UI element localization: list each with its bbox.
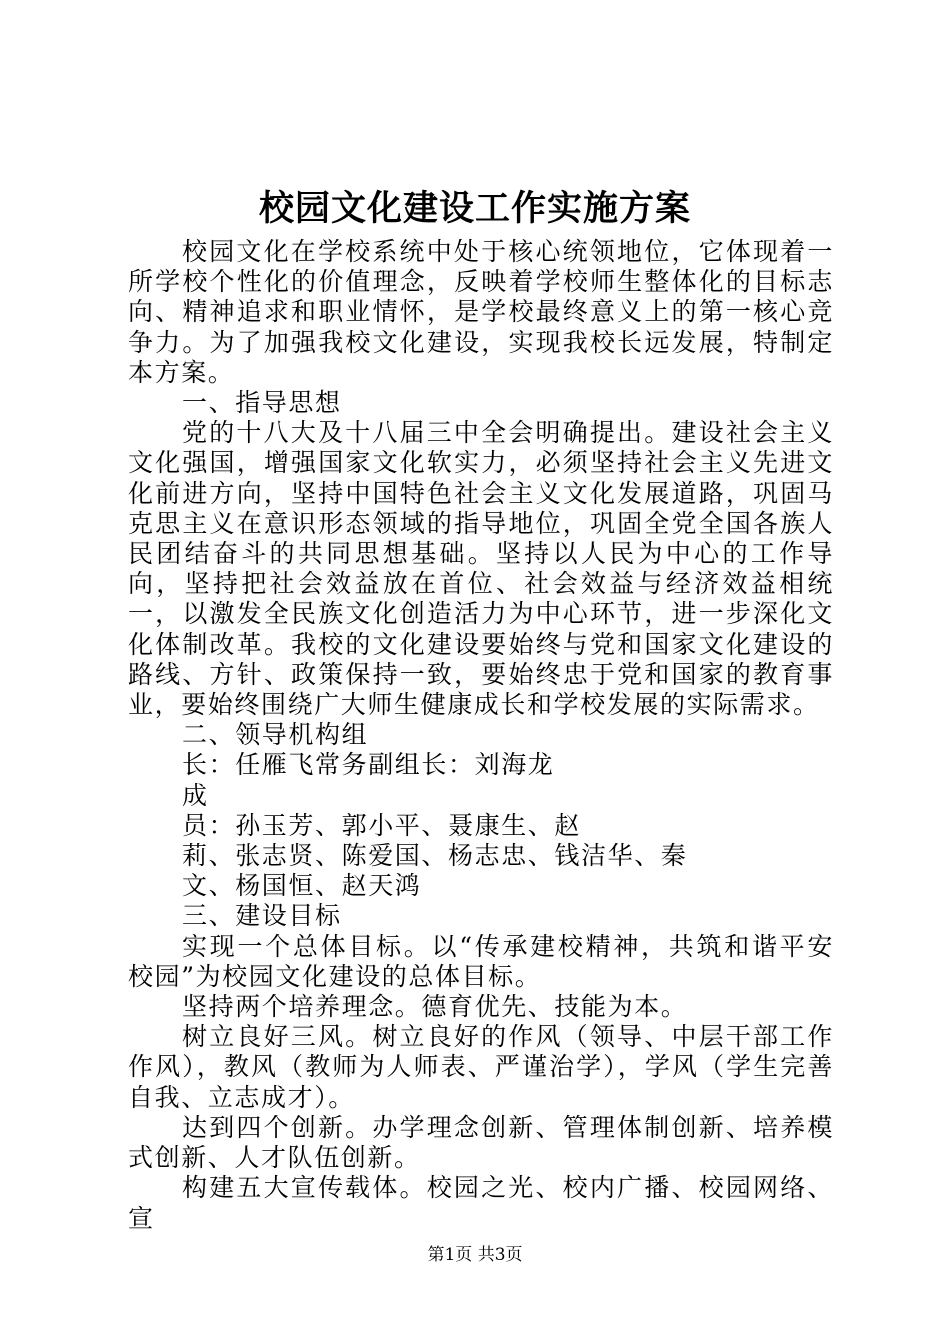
goal-paragraph: 构建五大宣传载体。校园之光、校内广播、校园网络、宣 [128, 1173, 834, 1233]
intro-paragraph: 校园文化在学校系统中处于核心统领地位，它体现着一所学校个性化的价值理念，反映着学校师生整体化的目标志向、精神追求和职业情怀，是学校最终意义上的第一核心竞争力。为了加强我校文化建设，实现我校长远发展，特制定本方案。 [128, 237, 834, 387]
goal-paragraph: 树立良好三风。树立良好的作风（领导、中层干部工作作风），教风（教师为人师表、严谨治学），学风（学生完善自我、立志成才）。 [128, 1022, 834, 1112]
leadership-line: 文、杨国恒、赵天鸿 [182, 871, 422, 901]
section-1-heading: 一、指导思想 [182, 388, 342, 418]
section-2-heading: 二、领导机构组 [182, 720, 369, 750]
document-body [128, 237, 834, 1234]
leadership-line: 莉、张志贤、陈爱国、杨志忠、钱洁华、秦 [182, 841, 688, 871]
section-3-heading: 三、建设目标 [182, 901, 342, 931]
section-1-paragraph: 党的十八大及十八届三中全会明确提出。建设社会主义文化强国，增强国家文化软实力，必须坚持社会主义先进文化前进方向，坚持中国特色社会主义文化发展道路，巩固马克思主义在意识形态领域的指导地位，巩固全党全国各族人民团结奋斗的共同思想基础。坚持以人民为中心的工作导向，坚持把社会效益放在首位、社会效益与经济效益相统一，以激发全民族文化创造活力为中心环节，进一步深化文化体制改革。我校的文化建设要始终与党和国家文化建设的路线、方针、政策保持一致，要始终忠于党和国家的教育事业，要始终围绕广大师生健康成长和学校发展的实际需求。 [128, 418, 834, 720]
goal-paragraph: 坚持两个培养理念。德育优先、技能为本。 [182, 992, 688, 1022]
goal-paragraph: 达到四个创新。办学理念创新、管理体制创新、培养模式创新、人才队伍创新。 [128, 1112, 834, 1173]
leadership-line: 长：任雁飞常务副组长：刘海龙 [182, 750, 555, 780]
document-title: 校园文化建设工作实施方案 [258, 188, 691, 229]
leadership-line: 员：孙玉芳、郭小平、聂康生、赵 [182, 810, 582, 840]
page-footer: 第1页 共3页 [427, 1245, 523, 1265]
leadership-line: 成 [182, 780, 209, 810]
goal-paragraph: 实现一个总体目标。以“传承建校精神，共筑和谐平安校园”为校园文化建设的总体目标。 [128, 931, 834, 991]
